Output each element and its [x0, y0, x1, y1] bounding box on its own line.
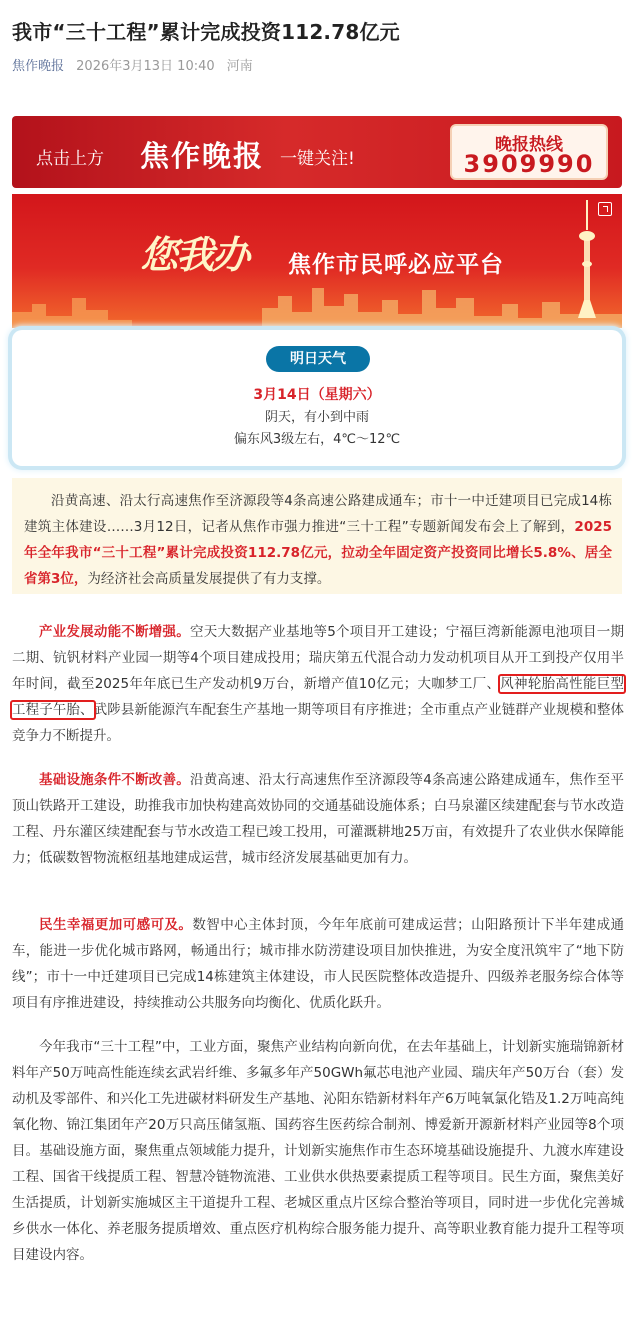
paragraph-heading: 民生幸福更加可感可及。 [39, 917, 193, 933]
follow-text: 一键关注! [280, 149, 355, 169]
newspaper-logo: 焦作晚报 [140, 139, 265, 173]
article-meta [12, 58, 253, 76]
lead-text-part2: 为经济社会高质量发展提供了有力支撑。 [87, 571, 331, 587]
weather-wind-temperature: 偏东风3级左右，4℃～12℃ [233, 432, 401, 447]
paragraph-livelihood [12, 912, 624, 1016]
paragraph-text: 武陟县新能源汽车配套生产基地一期等项目有序推进；全市重点产业链群产业规模和整体竞争力不断提升。 [12, 702, 625, 744]
publish-location: 河南 [226, 59, 253, 74]
article-title: 我市“三十工程”累计完成投资112.78亿元 [12, 20, 400, 44]
account-name-link[interactable]: 焦作晚报 [12, 59, 65, 74]
paragraph-plan: 今年我市“三十工程”中，工业方面，聚焦产业结构向新向优，在去年基础上，计划新实施瑞锦新材料年产50万吨高性能连续玄武岩纤维、多氟多年产50GWh氟芯电池产业园、瑞庆年产50万台（套）发动机及零部件、和兴化工先进碳材料研发生产基地、沁阳东锆新材料年产6万吨氧氯化锆及1.2万吨高纯氧化物、锦江集团年产20万只高压储氢瓶、国药容生医药综合制剂、博爱新开源新材料产业园等8个项目。基础设施方面，聚焦重点领域能力提升，计划新实施焦作市生态环境基础设施提升、九渡水库建设工程、国省干线提质工程、智慧冷链物流港、工业供水供热要素提质工程等项目。民生方面，聚焦美好生活提质，计划新实施城区主干道提升工程、老城区重点片区综合整治等项目，同时进一步优化完善城乡供水一体化、养老服务提质增效、重点医疗机构综合服务能力提升、高等职业教育能力提升工程等项目建设内容。 [12, 1039, 624, 1263]
paragraph-text: 沿黄高速、沿太行高速焦作至济源段等4条高速公路建成通车，焦作至平顶山铁路开工建设，助推我市加快构建高效协同的交通基础设施体系；白马泉灌区续建配套与节水改造工程、丹东灌区续建配套与节水改造工程已竣工投用，可灌溉耕地25万亩，有效提升了农业供水保障能力；低碳数智物流枢纽基地建成运营，城市经济发展基础更加有力。 [12, 772, 624, 866]
paragraph-industry [12, 619, 624, 749]
weather-card [12, 330, 622, 466]
lead-summary [12, 478, 622, 594]
service-platform-banner[interactable] [12, 194, 622, 328]
paragraph-text: 数智中心主体封顶，今年年底前可建成运营；山阳路预计下半年建成通车，能进一步优化城市路网，畅通出行；城市排水防涝建设项目加快推进，为安全度汛筑牢了“地下防线”；市十一中迁建项目已完成14栋建筑主体建设，市人民医院整体改造提升、四级养老服务综合体等项目有序推进建设，持续推动公共服务向均衡化、优质化跃升。 [12, 917, 625, 1011]
paragraph-infrastructure [12, 767, 624, 871]
platform-name: 焦作市民呼必应平台 [288, 252, 504, 278]
highlighted-project: 风神轮胎高性能巨型工程子午胎、 [12, 676, 625, 718]
follow-prompt-text: 点击上方 [36, 149, 104, 169]
lead-highlight: 2025年全年我市“三十工程”累计完成投资112.78亿元，拉动全年固定资产投资同比增长5.8%、居全省第3位， [24, 519, 612, 587]
paragraph-heading: 产业发展动能不断增强。 [39, 624, 190, 640]
hotline-box [450, 124, 608, 180]
paragraph-heading: 基础设施条件不断改善。 [39, 772, 190, 788]
hotline-number: 3909990 [463, 150, 595, 178]
hotline-label: 晚报热线 [495, 135, 563, 155]
publish-datetime: 2026年3月13日 10:40 [76, 59, 215, 74]
weather-date: 3月14日（星期六） [253, 387, 381, 403]
lead-text-part1: 沿黄高速、沿太行高速焦作至济源段等4条高速公路建成通车；市十一中迁建项目已完成14栋建筑主体建设……3月12日，记者从焦作市强力推进“三十工程”专题新闻发布会上了解到， [24, 493, 612, 535]
slogan-calligraphy: 您我办 [140, 232, 249, 277]
follow-banner[interactable] [12, 116, 622, 188]
tv-tower-icon [572, 200, 602, 318]
weather-title-pill: 明日天气 [266, 346, 370, 372]
expand-icon[interactable] [598, 202, 612, 216]
paragraph-text: 空天大数据产业基地等5个项目开工建设；宁福巨湾新能源电池项目一期二期、钪钒材料产业园一期等4个项目建成投用；瑞庆第五代混合动力发动机项目从开工到投产仅用半年时间，截至2025年年底已生产发动机9万台，新增产值10亿元；大咖梦工厂、 [12, 624, 624, 692]
weather-condition: 阴天，有小到中雨 [264, 410, 369, 425]
